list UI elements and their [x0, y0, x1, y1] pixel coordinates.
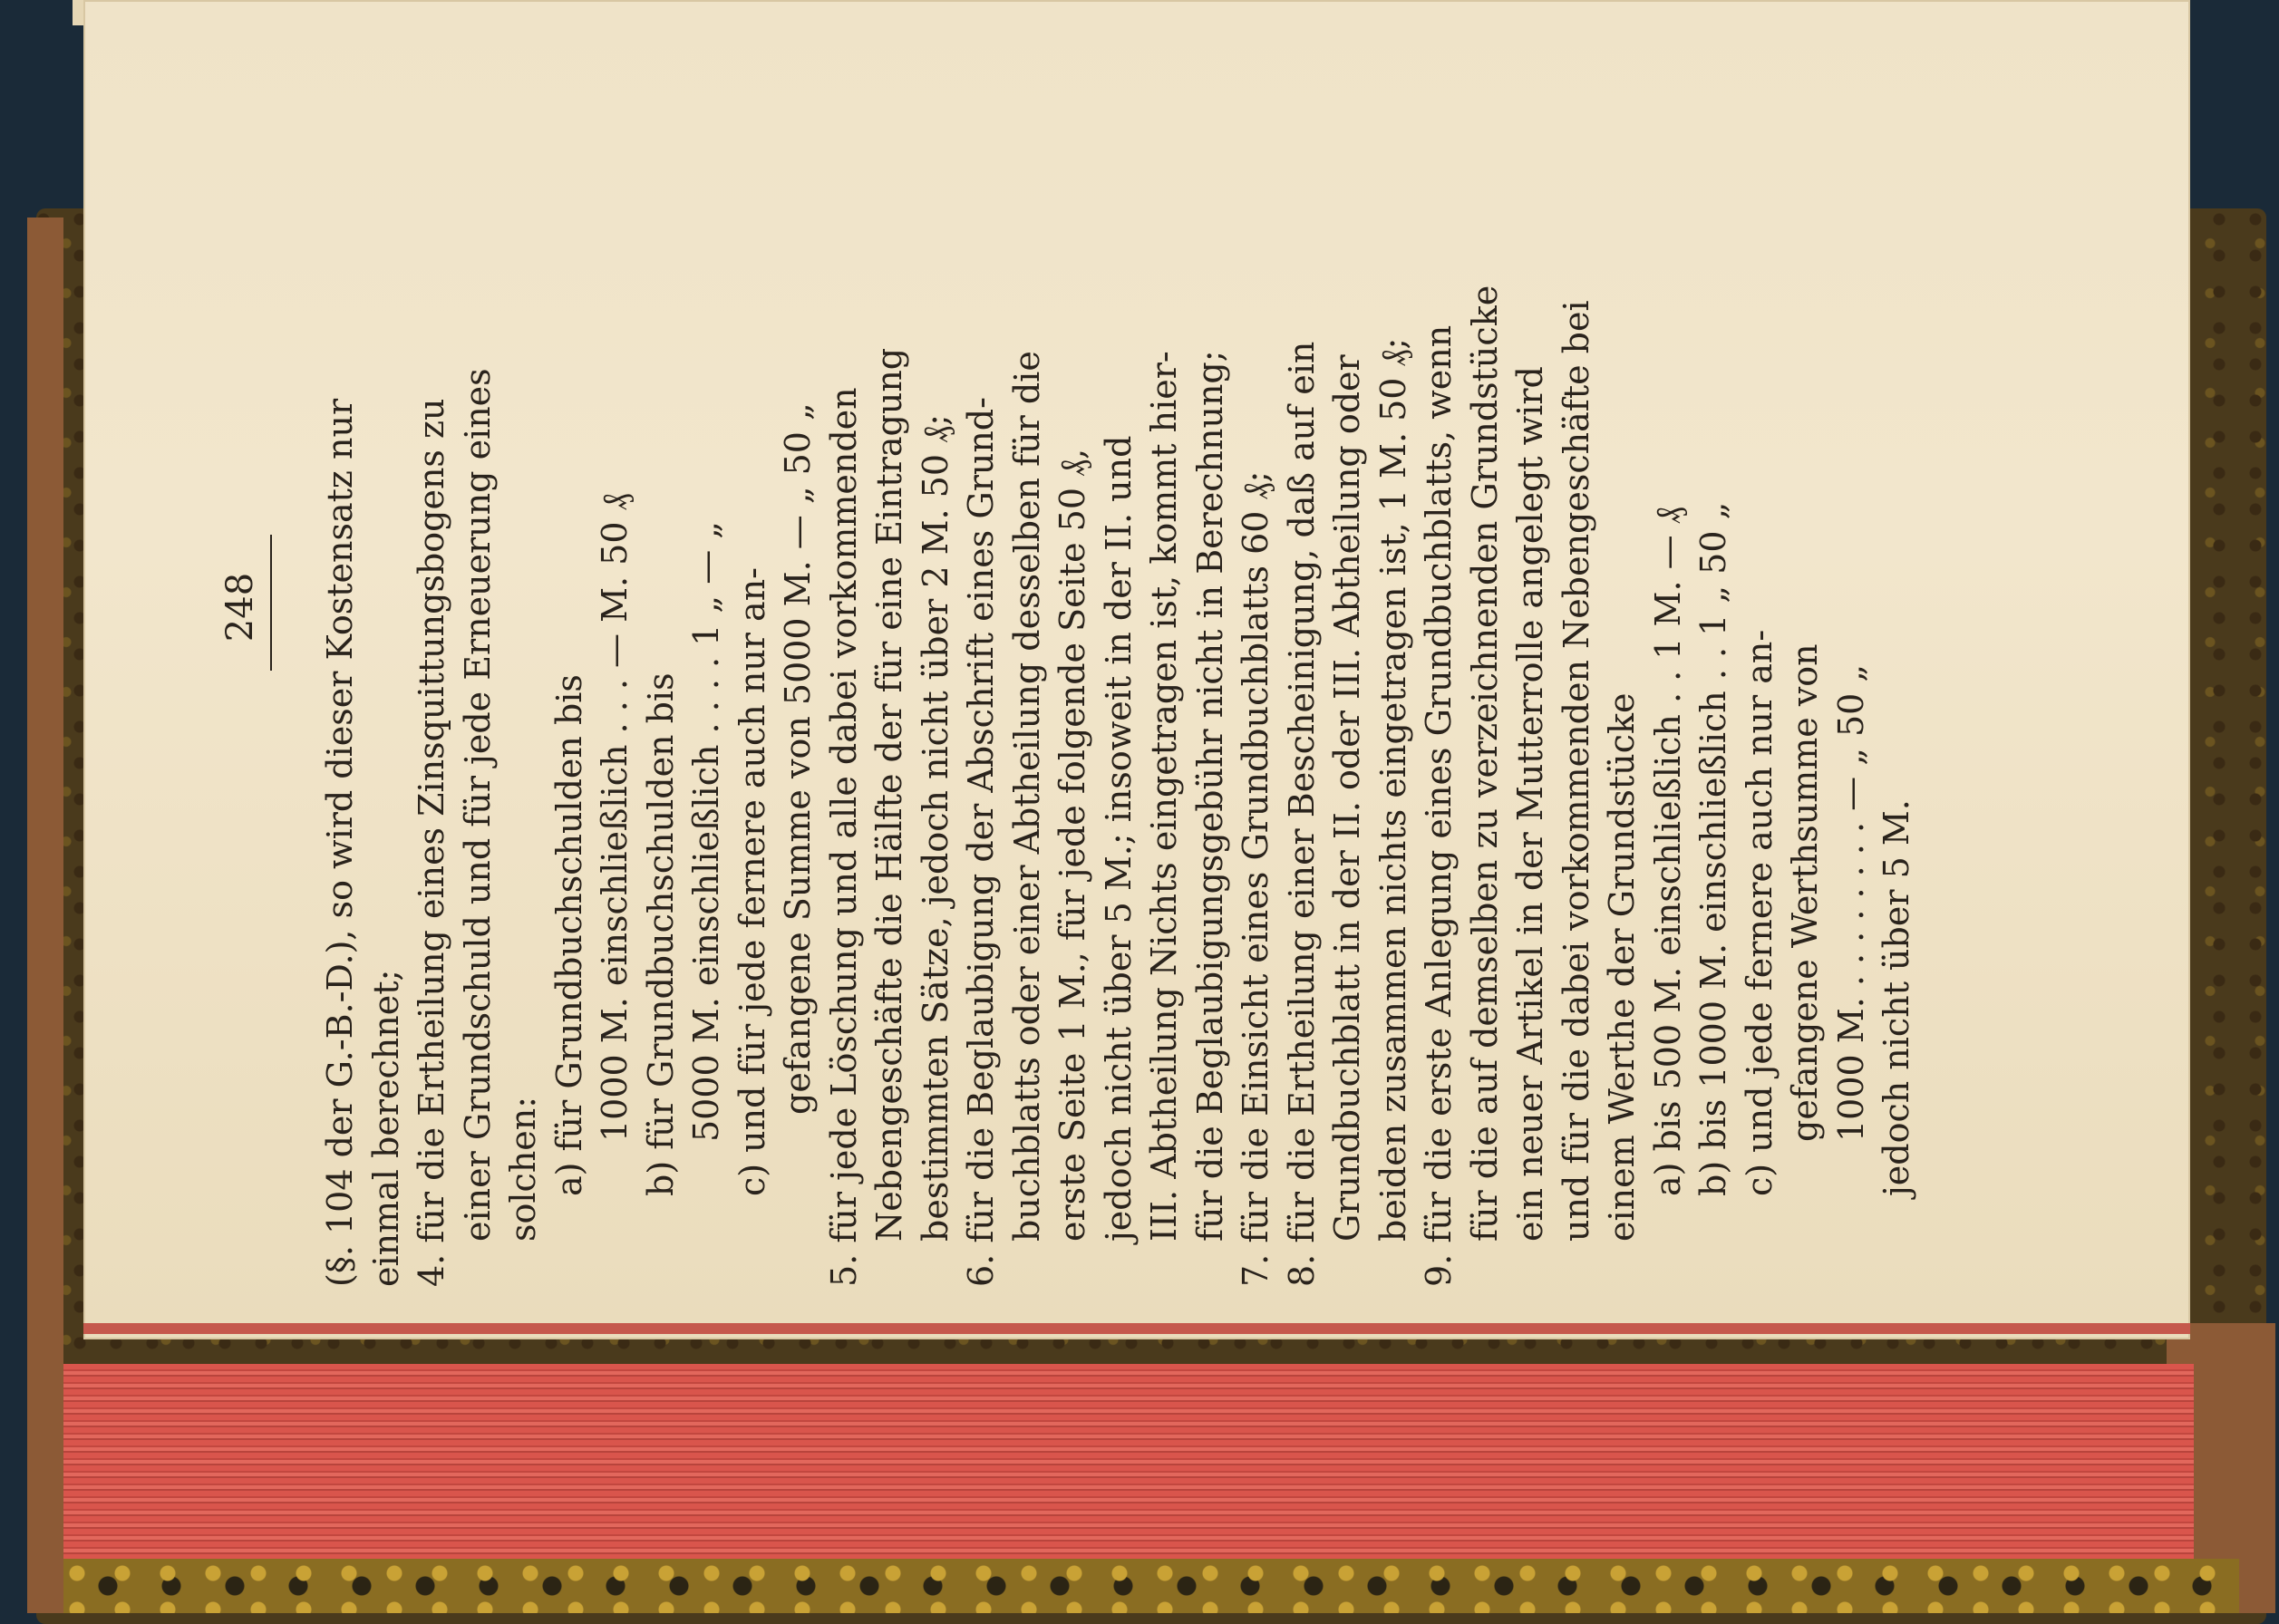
text-line: 1000 M. . . . . . . . . — „ 50 „ [1830, 663, 1871, 1142]
text-line: c) und jede fernere auch nur an- [1739, 629, 1780, 1196]
page-edges [63, 1364, 2194, 1572]
red-page-border [83, 1323, 2190, 1334]
leather-spine-top [27, 218, 63, 1613]
text-line: 9. für die erste Anlegung eines Grundbuchblatts, wenn [1419, 324, 1459, 1287]
text-line: erste Seite 1 M., für jede folgende Seite 50 ₰, [1052, 448, 1092, 1242]
text-line: 4. für die Ertheilung eines Zinsquittungsbogens zu [412, 398, 451, 1287]
text-line: jedoch nicht über 5 M. [1877, 799, 1916, 1196]
text-line: für die auf demselben zu verzeichnenden Grundstücke [1464, 285, 1505, 1242]
page-number-rule [270, 535, 272, 671]
text-line: a) bis 500 M. einschließlich . . 1 M. — ₰ [1647, 507, 1688, 1196]
text-line: beiden zusammen nichts eingetragen ist, 1 M. 50 ₰; [1372, 337, 1413, 1242]
text-line: gefangene Werthsumme von [1785, 643, 1825, 1142]
text-line: 8. für die Ertheilung einer Bescheinigung, daß auf ein [1281, 341, 1322, 1287]
text-line: für die Beglaubigungsgebühr nicht in Berechnung; [1189, 350, 1230, 1242]
text-line: 7. für die Einsicht eines Grundbuchblatts 60 ₰; [1236, 470, 1275, 1287]
text-line: einer Grundschuld und für jede Erneuerung eines [457, 368, 498, 1242]
text-line: 5. für jede Löschung und alle dabei vorkommenden [823, 387, 864, 1287]
text-line: Grundbuchblatt in der II. oder III. Abtheilung oder [1327, 354, 1367, 1242]
text-block [317, 0, 1920, 1287]
text-line: und für die dabei vorkommenden Nebengeschäfte bei [1556, 300, 1596, 1242]
rotated-page-text [218, 0, 2212, 1287]
text-line: b) für Grundbuchschulden bis [640, 672, 681, 1196]
text-line: a) für Grundbuchschulden bis [548, 674, 589, 1196]
text-line: 1000 M. einschließlich . . . — M. 50 ₰ [595, 493, 635, 1142]
text-line: bestimmten Sätze, jedoch nicht über 2 M. 50 ₰; [915, 414, 955, 1242]
text-line: jedoch nicht über 5 M.; insoweit in der II. und [1098, 435, 1139, 1242]
text-line: solchen: [503, 1096, 543, 1242]
text-line: einem Werthe der Grundstücke [1602, 692, 1642, 1242]
text-line: c) und für jede fernere auch nur an- [732, 566, 772, 1196]
text-line: (§. 104 der G.-B.-D.), so wird dieser Kostensatz nur [320, 398, 360, 1287]
marbled-edge [63, 1559, 2239, 1613]
text-line: gefangene Summe von 5000 M. — „ 50 „ [778, 402, 818, 1115]
text-line: b) bis 1000 M. einschließlich . . 1 „ 50 „ [1693, 501, 1733, 1196]
text-line: buchblatts oder einer Abtheilung desselben für die [1006, 351, 1047, 1242]
page-number: 248 [219, 572, 261, 643]
text-line: einmal berechnet; [365, 969, 406, 1287]
text-line: ein neuer Artikel in der Mutterrolle angelegt wird [1510, 366, 1550, 1242]
text-line: 5000 M. einschließlich . . . . 1 „ — „ [686, 521, 726, 1142]
text-line: III. Abtheilung Nichts eingetragen ist, kommt hier- [1144, 351, 1184, 1242]
text-line: 6. für die Beglaubigung der Abschrift eines Grund- [961, 397, 1001, 1287]
text-line: Nebengeschäfte die Hälfte der für eine Eintragung [869, 347, 909, 1242]
